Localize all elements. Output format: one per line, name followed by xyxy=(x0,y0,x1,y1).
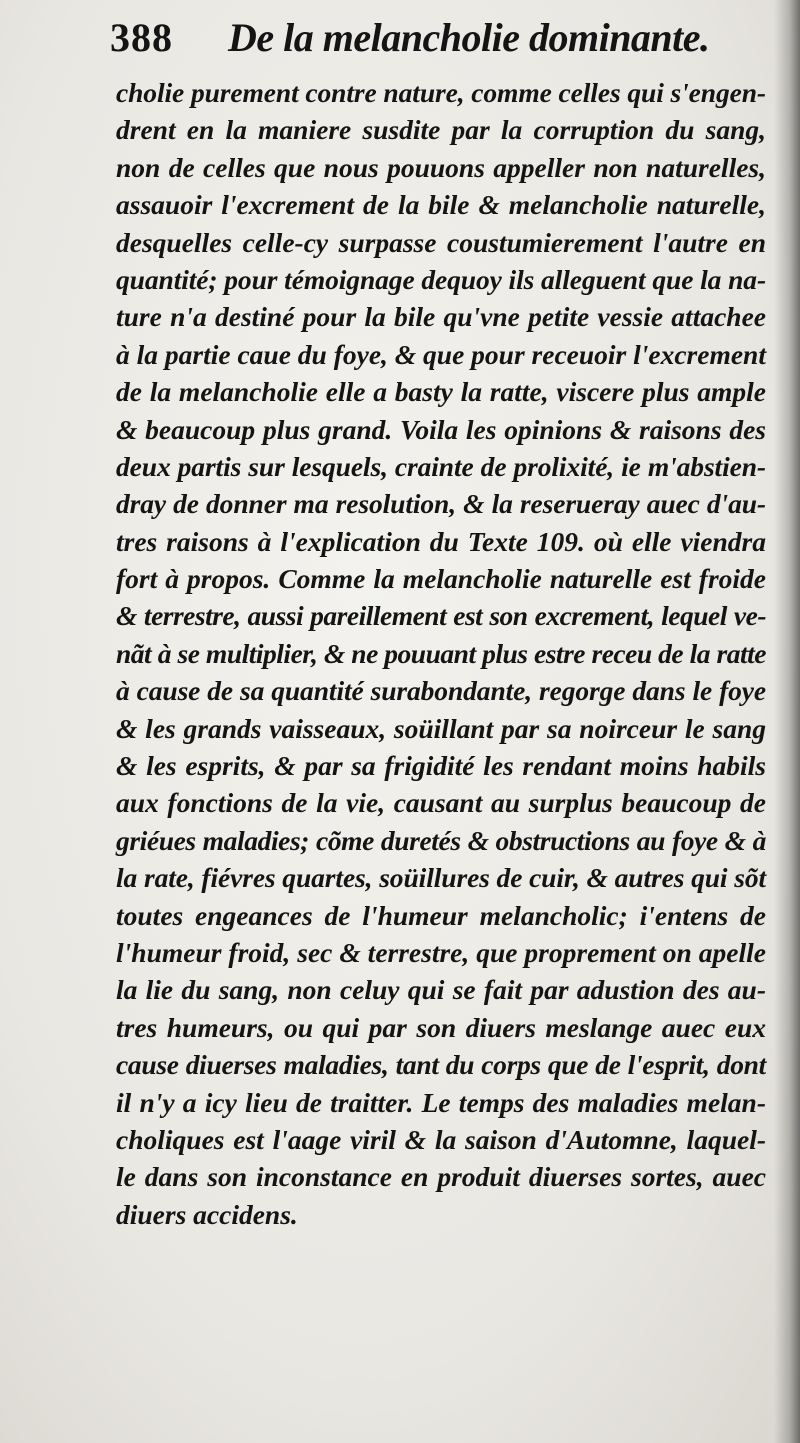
text-line: assauoir l'excrement de la bile & melancholie naturelle, xyxy=(116,189,766,221)
text-line: & les esprits, & par sa frigidité les rendant moins habils xyxy=(116,750,766,782)
text-line: cholie purement contre nature, comme celles qui s'engen- xyxy=(116,77,766,108)
text-line: & terrestre, aussi pareillement est son excrement, lequel ve- xyxy=(116,600,766,632)
text-line: fort à propos. Comme la melancholie naturelle est froide xyxy=(116,563,766,595)
text-line: la rate, fiévres quartes, soüillures de cuir, & autres qui sõt xyxy=(116,862,767,894)
text-line: quantité; pour témoignage dequoy ils alleguent que la na- xyxy=(116,263,766,295)
text-line: la lie du sang, non celuy qui se fait par adustion des au- xyxy=(116,974,766,1006)
text-line: & les grands vaisseaux, soüillant par sa noirceur le sang xyxy=(116,712,766,744)
text-line: deux partis sur lesquels, crainte de prolixité, ie m'abstien- xyxy=(116,450,766,482)
body-text xyxy=(116,74,766,1233)
text-line: tres humeurs, ou qui par son diuers meslange auec eux xyxy=(116,1011,766,1043)
text-line: tres raisons à l'explication du Texte 109. où elle viendra xyxy=(116,525,766,557)
text-line: non de celles que nous pouuons appeller non naturelles, xyxy=(116,151,766,183)
text-line: l'humeur froid, sec & terrestre, que proprement on apelle xyxy=(116,936,766,968)
text-line: à cause de sa quantité surabondante, regorge dans le foye xyxy=(116,675,766,707)
page-number: 388 xyxy=(110,15,173,60)
text-line: griéues maladies; cõme duretés & obstructions au foye & à xyxy=(116,824,766,856)
text-line: dray de donner ma resolution, & la reserueray auec d'au- xyxy=(116,488,766,520)
page-header xyxy=(110,14,770,70)
page-edge-shadow xyxy=(774,0,800,1443)
text-line: il n'y a icy lieu de traitter. Le temps des maladies melan- xyxy=(116,1086,766,1118)
running-title: De la melancholie dominante. xyxy=(228,15,710,60)
text-line: drent en la maniere susdite par la corruption du sang, xyxy=(116,114,766,146)
text-line: choliques est l'aage viril & la saison d'Automne, laquel- xyxy=(116,1123,766,1155)
text-line: nãt à se multiplier, & ne pouuant plus estre receu de la ratte xyxy=(116,637,766,669)
text-line: le dans son inconstance en produit diuerses sortes, auec xyxy=(116,1161,766,1193)
text-line: & beaucoup plus grand. Voila les opinions & raisons des xyxy=(116,413,766,445)
text-line: de la melancholie elle a basty la ratte, viscere plus ample xyxy=(116,376,766,408)
text-line: toutes engeances de l'humeur melancholic; i'entens de xyxy=(116,899,766,931)
text-line: aux fonctions de la vie, causant au surplus beaucoup de xyxy=(116,787,766,819)
text-line: ture n'a destiné pour la bile qu'vne petite vessie attachee xyxy=(116,301,766,333)
text-line: diuers accidens. xyxy=(116,1198,298,1230)
text-line: à la partie caue du foye, & que pour receuoir l'excrement xyxy=(116,338,766,370)
text-line: cause diuerses maladies, tant du corps que de l'esprit, dont xyxy=(116,1049,766,1081)
text-line: desquelles celle-cy surpasse coustumierement l'autre en xyxy=(116,226,766,258)
